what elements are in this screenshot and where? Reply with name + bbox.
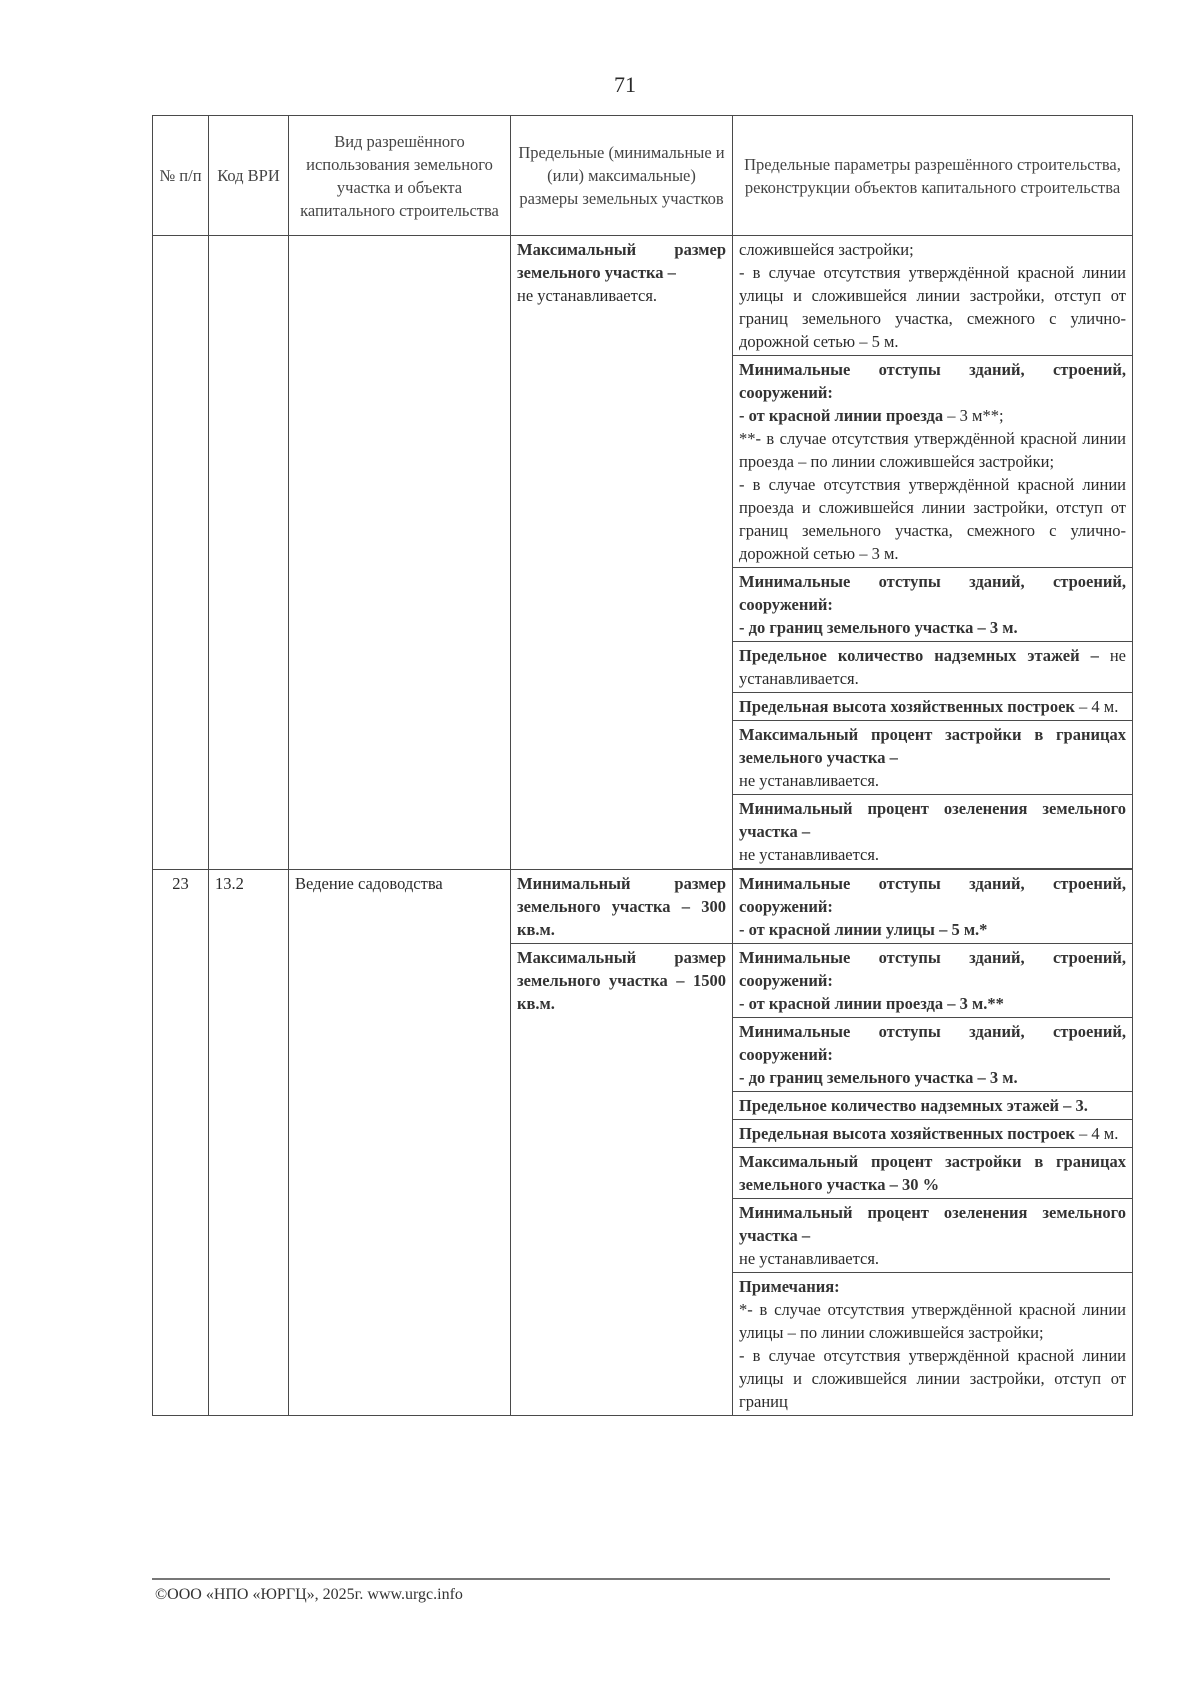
row23-size-max	[511, 944, 733, 1416]
row23-code: 13.2	[209, 870, 289, 1416]
row23-size-min	[511, 870, 733, 944]
cont-param-4-text: не устанавливается.	[739, 646, 1126, 688]
row23-use: Ведение садоводства	[289, 870, 511, 1416]
row23-param-1-bold: Минимальные отступы зданий, строений, сооружений: - от красной линии улицы	[739, 874, 1126, 939]
row23-param-7	[733, 1199, 1133, 1273]
cont-size-text: не устанавливается.	[517, 286, 658, 305]
table-header-row	[153, 116, 1133, 236]
cont-size-cell	[511, 236, 733, 870]
row23-size-min-text: – 300 кв.м.	[517, 897, 726, 939]
row23-param-5-bold: Предельная высота хозяйственных построек	[739, 1124, 1075, 1143]
page-number: 71	[614, 72, 636, 97]
table-row	[153, 870, 1133, 944]
cont-param-5-bold: Предельная высота хозяйственных построек	[739, 697, 1075, 716]
row23-param-1-text: – 5 м.*	[934, 920, 988, 939]
table-row	[153, 236, 1133, 356]
cont-param-3-bold: Минимальные отступы зданий, строений, сооружений: - до границ земельного участка	[739, 572, 1126, 637]
footer-divider	[152, 1578, 1110, 1580]
header-params: Предельные параметры разрешённого строительства, реконструкции объектов капитального строительства	[733, 116, 1133, 236]
cont-use-cell	[289, 236, 511, 870]
row23-param-2-text: – 3 м.**	[943, 994, 1004, 1013]
row23-notes	[733, 1273, 1133, 1416]
row23-param-5	[733, 1120, 1133, 1148]
row23-param-7-text: не устанавливается.	[739, 1249, 880, 1268]
row23-param-5-text: – 4 м.	[1074, 1124, 1119, 1143]
cont-param-4-bold: Предельное количество надземных этажей –	[739, 646, 1099, 665]
cont-num-cell	[153, 236, 209, 870]
cont-param-3-text: – 3 м.	[973, 618, 1018, 637]
row23-num: 23	[153, 870, 209, 1416]
row23-param-4-bold: Предельное количество надземных этажей	[739, 1096, 1060, 1115]
row23-notes-text: *- в случае отсутствия утверждённой красной линии улицы – по линии сложившейся застройки; - в случае отсутствия утверждённой красной линии улицы и сложившейся линии застройки, отступ от границ	[739, 1300, 1126, 1411]
row23-param-6-bold: Максимальный процент застройки в границах земельного участка	[739, 1152, 1126, 1194]
footer-copyright: ©ООО «НПО «ЮРГЦ», 2025г. www.urgc.info	[155, 1586, 463, 1603]
cont-param-7	[733, 795, 1133, 869]
cont-param-2-text: – 3 м**; **- в случае отсутствия утверждённой красной линии проезда – по линии сложившейся застройки; - в случае отсутствия утверждённой красной линии проезда и сложившейся линии застройки, отступ от границ земельного участка, смежного с улично-дорожной сетью – 3 м.	[739, 406, 1126, 563]
row23-notes-bold: Примечания:	[739, 1277, 840, 1296]
cont-code-cell	[209, 236, 289, 870]
cont-param-2	[733, 356, 1133, 568]
row23-param-6	[733, 1148, 1133, 1199]
row23-size-min-bold: Минимальный размер земельного участка	[517, 874, 726, 916]
cont-param-5	[733, 693, 1133, 721]
row23-param-2-bold: Минимальные отступы зданий, строений, сооружений: - от красной линии проезда	[739, 948, 1126, 1013]
row23-param-3-bold: Минимальные отступы зданий, строений, сооружений: - до границ земельного участка	[739, 1022, 1126, 1087]
row23-param-4-text: – 3.	[1059, 1096, 1088, 1115]
cont-param-7-text: не устанавливается.	[739, 845, 880, 864]
cont-param-2-bold: Минимальные отступы зданий, строений, сооружений: - от красной линии проезда	[739, 360, 1126, 425]
cont-param-7-bold: Минимальный процент озеленения земельного участка –	[739, 799, 1126, 841]
cont-param-6	[733, 721, 1133, 795]
row23-param-1	[733, 870, 1133, 944]
header-code: Код ВРИ	[209, 116, 289, 236]
row23-param-3	[733, 1018, 1133, 1092]
header-size: Предельные (минимальные и (или) максимальные) размеры земельных участков	[511, 116, 733, 236]
cont-param-1: сложившейся застройки; - в случае отсутствия утверждённой красной линии улицы и сложившейся линии застройки, отступ от границ земельного участка, смежного с улично-дорожной сетью – 5 м.	[733, 236, 1133, 356]
cont-param-6-bold: Максимальный процент застройки в границах земельного участка –	[739, 725, 1126, 767]
cont-param-4	[733, 642, 1133, 693]
cont-param-3	[733, 568, 1133, 642]
regulations-table	[152, 115, 1133, 1416]
cont-param-6-text: не устанавливается.	[739, 771, 880, 790]
row23-param-6-text: – 30 %	[885, 1175, 940, 1194]
header-num: № п/п	[153, 116, 209, 236]
header-use: Вид разрешённого использования земельного участка и объекта капитального строительства	[289, 116, 511, 236]
row23-param-4	[733, 1092, 1133, 1120]
row23-param-7-bold: Минимальный процент озеленения земельного участка –	[739, 1203, 1126, 1245]
cont-size-bold: Максимальный размер земельного участка –	[517, 240, 726, 282]
row23-size-max-text: – 1500 кв.м.	[517, 971, 726, 1013]
cont-param-5-text: – 4 м.	[1074, 697, 1119, 716]
row23-size-max-bold: Максимальный размер земельного участка	[517, 948, 726, 990]
row23-param-2	[733, 944, 1133, 1018]
row23-param-3-text: – 3 м.	[973, 1068, 1018, 1087]
